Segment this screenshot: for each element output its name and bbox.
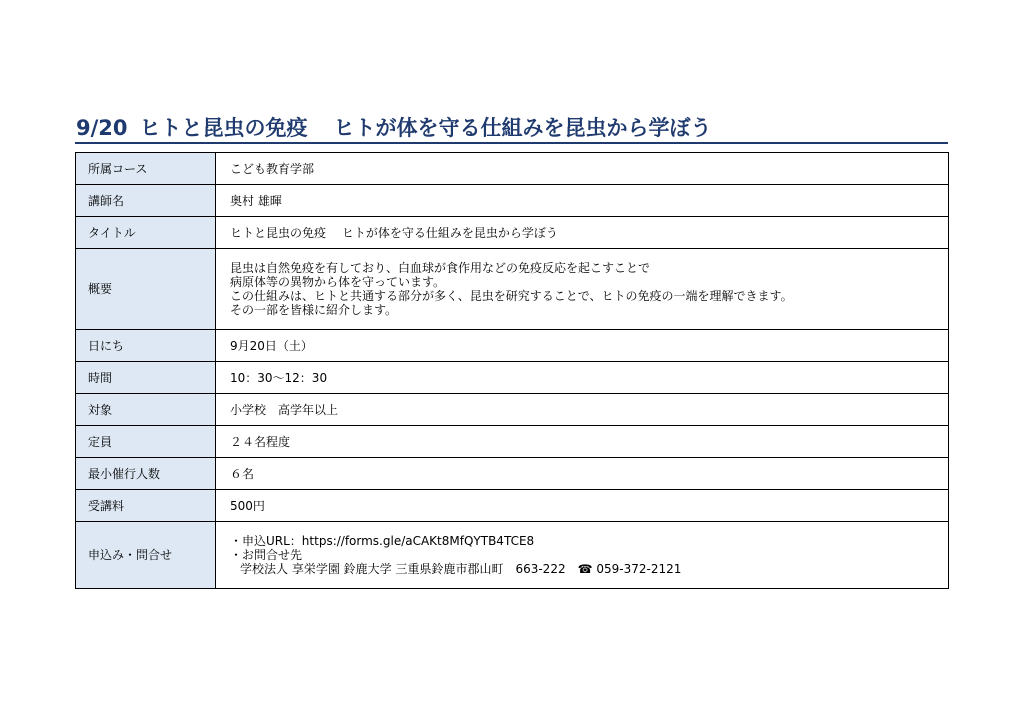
row-label: タイトル [76,217,216,249]
table-row [76,394,949,426]
table-row [76,490,949,522]
table-row [76,153,949,185]
contact-phone: 059-372-2121 [596,562,682,576]
row-label: 最小催行人数 [76,458,216,490]
row-value: こども教育学部 [216,153,949,185]
row-label: 講師名 [76,185,216,217]
row-label: 受講料 [76,490,216,522]
row-value: 500円 [216,490,949,522]
summary-line: この仕組みは、ヒトと共通する部分が多く、昆虫を研究することで、ヒトの免疫の一端を理解できます。 [230,289,793,303]
table-row [76,426,949,458]
application-url[interactable]: ・申込URL：https://forms.gle/aCAKt8MfQYTB4TCE8 [230,534,535,548]
row-value: 9月20日（土） [216,330,949,362]
contact-value [216,522,949,589]
page-title [76,112,948,142]
table-row [76,362,949,394]
summary-line: 病原体等の異物から体を守っています。 [230,275,446,289]
contact-address-text: 学校法人 享栄学園 鈴鹿大学 三重県鈴鹿市郡山町 663-222 [240,562,578,576]
row-label: 時間 [76,362,216,394]
table-row [76,458,949,490]
row-value: 小学校 高学年以上 [216,394,949,426]
table-row [76,217,949,249]
table-row [76,185,949,217]
contact-heading: ・お問合せ先 [230,548,303,562]
table-row [76,249,949,330]
title-part-a: ヒトと昆虫の免疫 [139,116,308,140]
row-label: 所属コース [76,153,216,185]
row-label: 定員 [76,426,216,458]
contact-address [230,562,948,576]
summary-line: その一部を皆様に紹介します。 [230,303,398,317]
row-label: 対象 [76,394,216,426]
row-label: 申込み・問合せ [76,522,216,589]
event-date: 9/20 [76,116,128,140]
row-value: 奥村 雄暉 [216,185,949,217]
table-row [76,522,949,589]
row-value: ２４名程度 [216,426,949,458]
summary-value [216,249,949,330]
row-value: ６名 [216,458,949,490]
table-row [76,330,949,362]
row-value: 10：30～12：30 [216,362,949,394]
title-part-b: ヒトが体を守る仕組みを昆虫から学ぼう [333,116,712,140]
row-label: 日にち [76,330,216,362]
info-table [75,152,949,589]
row-value: ヒトと昆虫の免疫 ヒトが体を守る仕組みを昆虫から学ぼう [216,217,949,249]
phone-icon: ☎ [577,562,597,576]
row-label: 概要 [76,249,216,330]
title-underline [75,142,948,144]
summary-line: 昆虫は自然免疫を有しており、白血球が食作用などの免疫反応を起こすことで [230,261,651,275]
